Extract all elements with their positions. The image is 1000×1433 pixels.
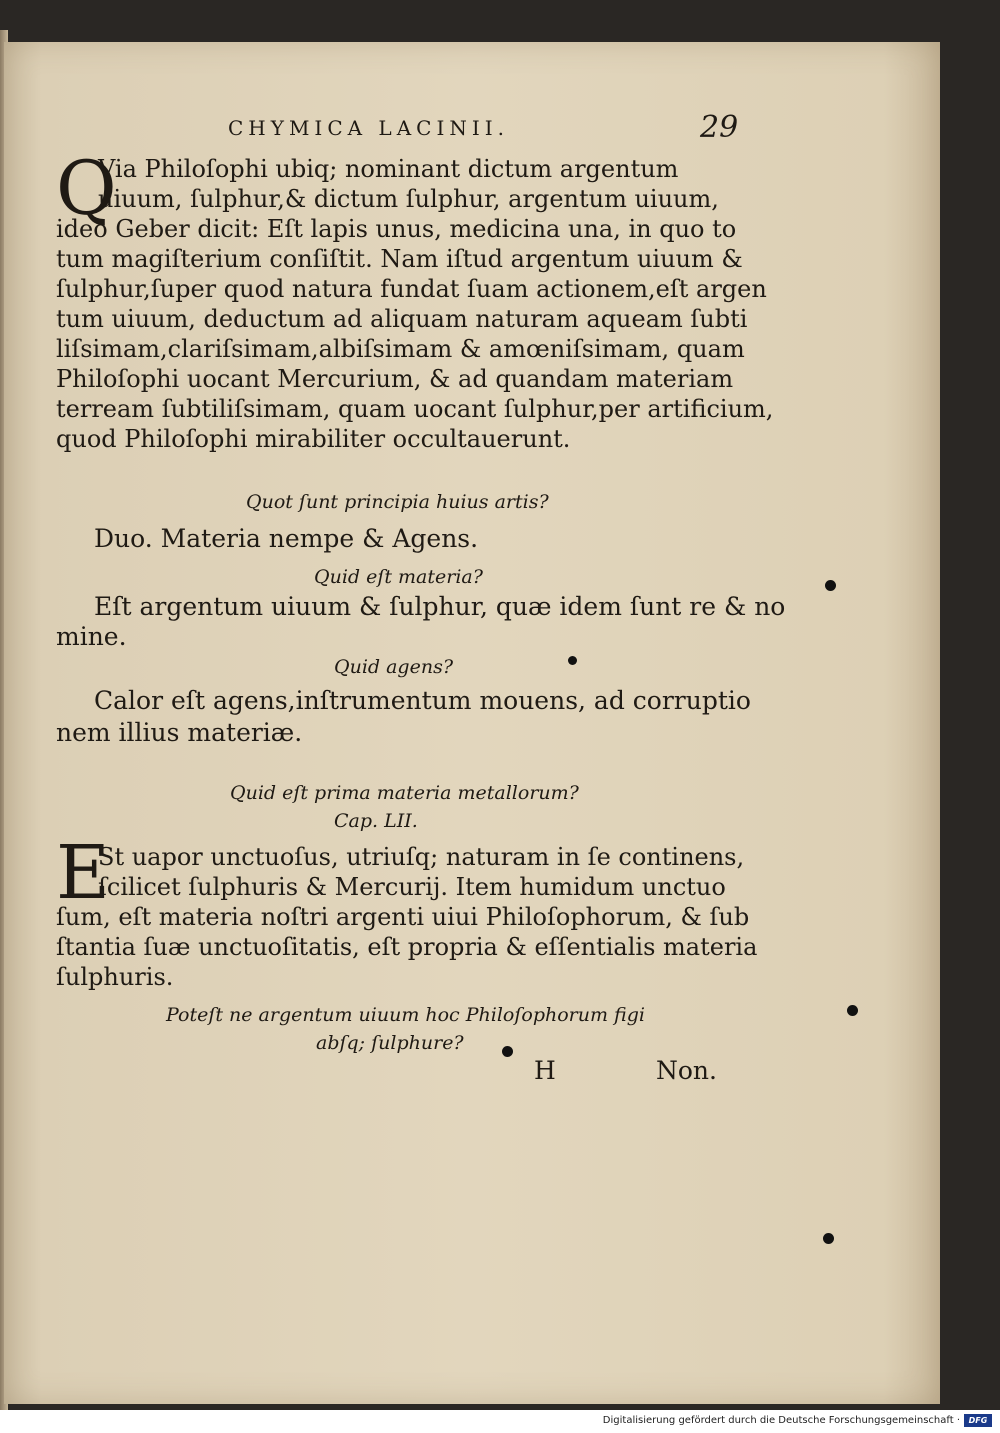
text-line: ſulphuris. (56, 963, 174, 991)
ink-dot-marker (568, 656, 577, 665)
ink-dot-marker (502, 1046, 513, 1057)
chapter-label: Cap. LII. (334, 810, 418, 832)
drop-cap-e: E (56, 830, 111, 916)
ink-dot-marker (823, 1233, 834, 1244)
answer-text: nem illius materiæ. (56, 718, 303, 747)
text-line: tum magiſterium conſiſtit. Nam iſtud argentum uiuum & (56, 245, 743, 273)
answer-text: Eſt argentum uiuum & ſulphur, quæ idem ſunt re & no (94, 592, 786, 621)
text-line: liſsimam,clariſsimam,albiſsimam & amœniſsimam, quam (56, 335, 745, 363)
text-line: ſtantia ſuæ unctuoſitatis, eſt propria & eſſentialis materia (56, 933, 758, 961)
text-line: quod Philoſophi mirabiliter occultauerunt. (56, 425, 571, 453)
funding-note: Digitalisierung gefördert durch die Deutsche Forschungsgemeinschaft · (602, 1415, 960, 1426)
question-heading: abſq; ſulphure? (316, 1032, 464, 1054)
answer-text: Duo. Materia nempe & Agens. (94, 524, 479, 553)
text-line: ſum, eſt materia noſtri argenti uiui Philoſophorum, & ſub (56, 903, 750, 931)
footer-bar (0, 1410, 1000, 1433)
ink-dot-marker (825, 580, 836, 591)
text-line: St uapor unctuoſus, utriuſq; naturam in ſe continens, (98, 843, 745, 871)
question-heading: Quid agens? (334, 656, 454, 678)
drop-cap-q: Q (56, 146, 117, 232)
text-line: terream ſubtiliſsimam, quam uocant ſulphur,per artificium, (56, 395, 774, 423)
running-title: CHYMICA LACINII. (228, 116, 510, 140)
text-line: Philoſophi uocant Mercurium, & ad quandam materiam (56, 365, 734, 393)
question-heading: Poteſt ne argentum uiuum hoc Philoſophorum figi (166, 1004, 645, 1026)
answer-text: mine. (56, 622, 127, 651)
signature-mark: H (534, 1056, 556, 1085)
ink-dot-marker (847, 1005, 858, 1016)
text-line: ſulphur,ſuper quod natura fundat ſuam actionem,eſt argen (56, 275, 767, 303)
dfg-logo-icon: DFG (964, 1414, 992, 1427)
text-line: ſcilicet ſulphuris & Mercurij. Item humidum unctuo (98, 873, 726, 901)
catchword: Non. (656, 1056, 717, 1085)
text-line: ideo Geber dicit: Eſt lapis unus, medicina una, in quo to (56, 215, 737, 243)
question-heading: Quot ſunt principia huius artis? (246, 491, 549, 513)
page-number: 29 (700, 110, 739, 145)
text-line: uiuum, ſulphur,& dictum ſulphur, argentum uiuum, (98, 185, 719, 213)
text-line: Via Philoſophi ubiq; nominant dictum argentum (98, 155, 679, 183)
chapter-heading: Quid eſt prima materia metallorum? (230, 782, 579, 804)
answer-text: Calor eſt agens,inſtrumentum mouens, ad corruptio (94, 686, 751, 715)
text-line: tum uiuum, deductum ad aliquam naturam aqueam ſubti (56, 305, 748, 333)
question-heading: Quid eſt materia? (314, 566, 483, 588)
